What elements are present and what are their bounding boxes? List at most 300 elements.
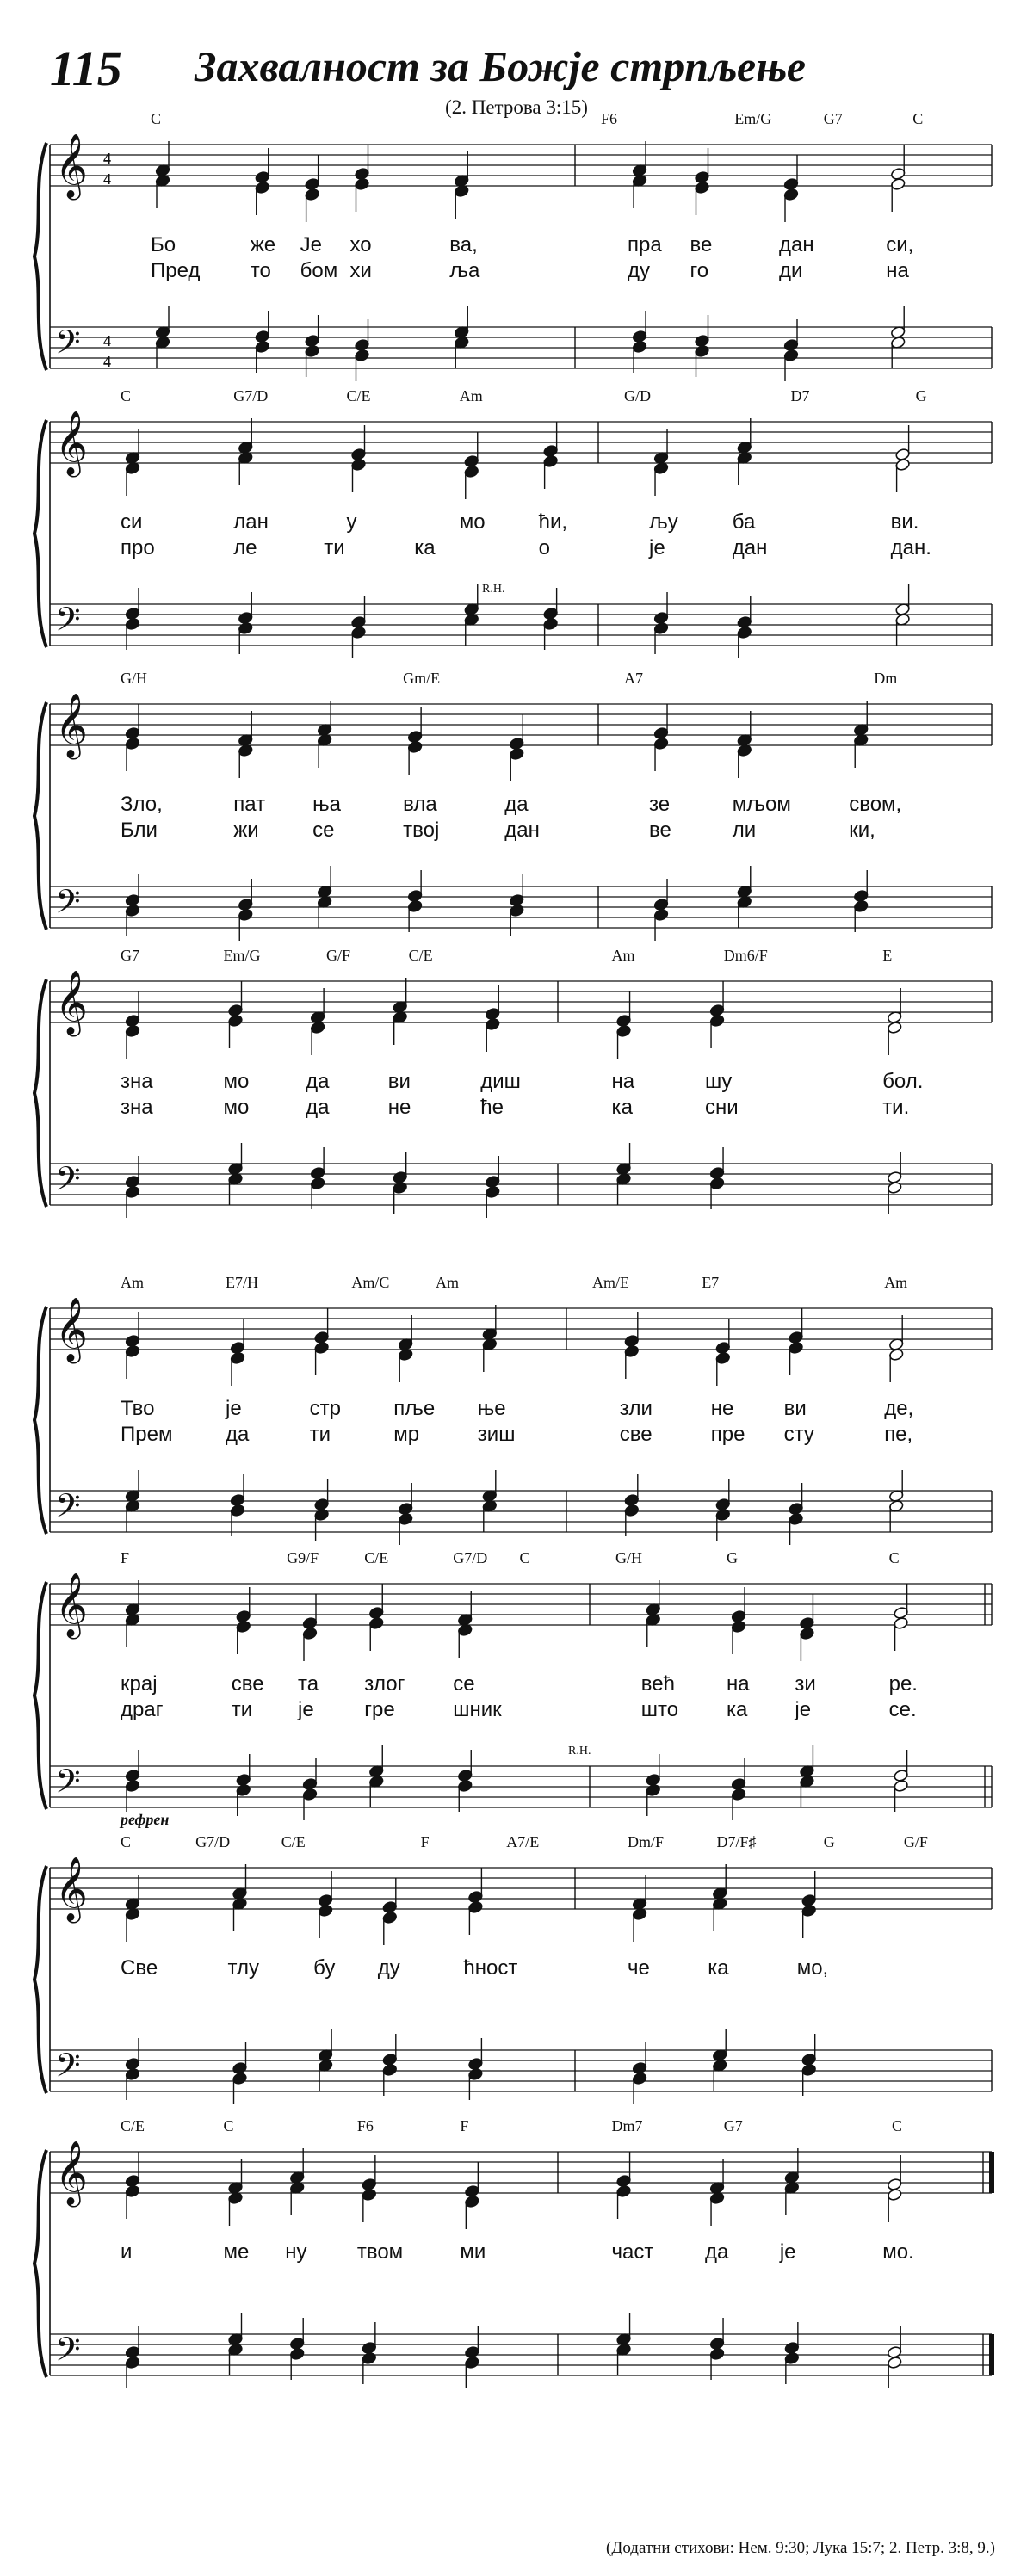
treble-note xyxy=(362,2188,377,2201)
treble-note xyxy=(125,1334,140,1347)
bass-note xyxy=(255,330,270,343)
lyric-syllable: Тво xyxy=(121,1397,155,1420)
treble-note xyxy=(305,177,320,190)
treble-note xyxy=(318,1904,333,1917)
bass-note xyxy=(709,2337,725,2350)
lyric-syllable: ну xyxy=(285,2240,307,2264)
chord-symbol: C xyxy=(121,387,132,405)
bass-note xyxy=(125,617,140,630)
treble-note xyxy=(894,1616,909,1629)
treble-note xyxy=(887,2188,902,2201)
bass-note xyxy=(238,621,253,634)
treble-note xyxy=(543,444,559,457)
bass-note xyxy=(398,1502,413,1515)
lyric-syllable: пље xyxy=(393,1397,436,1420)
bass-note xyxy=(632,2061,647,2074)
bass-note xyxy=(509,904,524,917)
bass-note xyxy=(238,908,253,921)
bass-note xyxy=(125,1185,140,1198)
bass-note xyxy=(653,611,669,624)
treble-note xyxy=(695,181,710,194)
bass-note xyxy=(789,1512,804,1525)
lyric-syllable: већ xyxy=(640,1672,675,1696)
treble-clef-icon: 𝄞 xyxy=(55,1298,88,1362)
bass-note xyxy=(230,1504,245,1517)
chord-symbol: G/F xyxy=(326,947,351,964)
treble-note xyxy=(125,2174,140,2187)
lyric-syllable: дан xyxy=(732,536,768,559)
bass-note xyxy=(289,2347,305,2360)
treble-note xyxy=(362,2178,377,2190)
treble-note xyxy=(125,1344,140,1357)
lyric-syllable: мо. xyxy=(882,2240,914,2264)
chord-symbol: C/E xyxy=(364,1549,389,1566)
lyric-syllable: је xyxy=(226,1397,242,1420)
treble-clef-icon: 𝄞 xyxy=(55,134,88,198)
treble-note xyxy=(485,1017,500,1030)
bass-note xyxy=(653,908,669,921)
treble-note xyxy=(228,1014,244,1027)
lyric-syllable: ви xyxy=(783,1397,807,1420)
bass-note xyxy=(255,340,270,353)
treble-note xyxy=(624,1334,640,1347)
lyric-syllable: драг xyxy=(121,1698,164,1721)
treble-note xyxy=(125,726,140,739)
lyric-syllable: ће xyxy=(480,1096,504,1119)
treble-note xyxy=(314,1331,330,1344)
bass-note xyxy=(543,607,559,620)
treble-note xyxy=(382,1911,398,1924)
treble-note xyxy=(509,747,524,760)
chord-symbol: C xyxy=(519,1549,530,1566)
treble-note xyxy=(709,1014,725,1027)
chord-symbol: D7/F♯ xyxy=(716,1833,757,1850)
lyric-syllable: ки, xyxy=(849,819,875,842)
bass-note xyxy=(543,617,559,630)
bass-clef-icon: 𝄢 xyxy=(55,600,81,646)
treble-note xyxy=(616,2174,632,2187)
lyric-syllable: бом xyxy=(300,259,338,282)
treble-note xyxy=(801,1904,817,1917)
bass-note xyxy=(485,1185,500,1198)
treble-note xyxy=(895,458,911,471)
treble-note xyxy=(890,177,906,190)
lyric-syllable: ња xyxy=(312,793,341,816)
lyric-syllable: у xyxy=(346,510,357,534)
bass-note xyxy=(695,334,710,347)
chord-symbol: C xyxy=(888,1549,900,1566)
treble-note xyxy=(355,167,370,180)
bass-note xyxy=(125,2345,140,2358)
chord-symbol: Am xyxy=(884,1274,908,1291)
bass-note xyxy=(646,1783,661,1796)
bass-note xyxy=(887,2345,902,2358)
chord-symbol: C xyxy=(912,110,924,127)
treble-note xyxy=(715,1341,731,1354)
lyric-syllable: стр xyxy=(309,1397,341,1420)
bass-note xyxy=(624,1493,640,1506)
treble-note xyxy=(895,448,911,460)
time-signature-bottom: 4 xyxy=(103,170,111,188)
chord-symbol: C xyxy=(151,110,162,127)
lyric-syllable: лан xyxy=(233,510,269,534)
lyric-syllable: ме xyxy=(223,2240,250,2264)
bass-note xyxy=(351,615,367,628)
treble-note xyxy=(318,1893,333,1906)
lyric-syllable: диш xyxy=(480,1070,521,1093)
lyric-syllable: да xyxy=(226,1423,250,1446)
chord-symbol: A7/E xyxy=(506,1833,540,1850)
bass-note xyxy=(362,2351,377,2364)
lyric-syllable: и xyxy=(121,2240,133,2264)
treble-note xyxy=(731,1609,746,1622)
lyric-syllable: да xyxy=(306,1070,330,1093)
lyric-syllable: ви. xyxy=(890,510,919,534)
treble-note xyxy=(789,1341,804,1354)
chord-symbol: C/E xyxy=(346,387,371,405)
treble-note xyxy=(890,167,906,180)
chord-symbol: G9/F xyxy=(287,1549,319,1566)
bass-note xyxy=(653,898,669,911)
rh-mark: R.H. xyxy=(482,583,505,596)
chord-symbol: E7/H xyxy=(226,1274,258,1291)
bass-note xyxy=(125,1175,140,1188)
treble-note xyxy=(230,1341,245,1354)
lyric-syllable: че xyxy=(628,1956,650,1980)
lyric-syllable: је xyxy=(779,2240,796,2264)
chord-symbol: G xyxy=(727,1549,739,1566)
chord-symbol: C xyxy=(223,2117,234,2134)
lyric-syllable: на xyxy=(886,259,909,282)
bass-note xyxy=(125,2356,140,2369)
chord-symbol: F xyxy=(121,1549,130,1566)
lyric-syllable: на xyxy=(727,1672,750,1696)
lyric-syllable: да xyxy=(306,1096,330,1119)
treble-note xyxy=(485,1007,500,1020)
lyric-syllable: пре xyxy=(710,1423,745,1446)
lyric-syllable: ва, xyxy=(449,233,478,256)
bass-note xyxy=(310,1177,325,1189)
refrain-label: рефрен xyxy=(121,1811,170,1828)
treble-note xyxy=(464,454,479,467)
lyric-syllable: мо, xyxy=(796,1956,829,1980)
treble-note xyxy=(302,1627,318,1640)
system-brace xyxy=(34,420,46,647)
treble-note xyxy=(125,1024,140,1037)
lyric-syllable: твом xyxy=(356,2240,404,2264)
hymn-title: Захвалност за Божје стрпљење xyxy=(195,42,807,90)
additional-verses-note: (Додатни стихови: Нем. 9:30; Лука 15:7; 2. Петр. 3:8, 9.) xyxy=(606,2539,995,2557)
chord-symbol: Am xyxy=(459,387,483,405)
lyric-syllable: пат xyxy=(233,793,266,816)
chord-symbol: Am xyxy=(121,1274,144,1291)
bass-note xyxy=(715,1508,731,1521)
lyric-syllable: ба xyxy=(732,510,756,534)
bass-note xyxy=(362,2341,377,2354)
chord-symbol: C/E xyxy=(121,2117,145,2134)
treble-note xyxy=(653,737,669,750)
lyric-syllable: дан xyxy=(779,233,814,256)
lyric-syllable: крај xyxy=(121,1672,158,1696)
system-brace xyxy=(34,2150,46,2377)
bass-clef-icon: 𝄢 xyxy=(55,2046,81,2092)
lyric-syllable: зиш xyxy=(477,1423,516,1446)
treble-note xyxy=(125,1014,140,1027)
chord-symbol: C xyxy=(121,1833,132,1850)
lyric-syllable: ре. xyxy=(888,1672,918,1696)
bass-note xyxy=(783,338,799,351)
bass-note xyxy=(632,330,647,343)
lyric-syllable: ка xyxy=(414,536,436,559)
lyric-syllable: сту xyxy=(783,1423,814,1446)
scripture-reference: (2. Петрова 3:15) xyxy=(445,96,588,118)
lyric-syllable: љу xyxy=(649,510,678,534)
chord-symbol: Dm xyxy=(874,670,898,687)
bass-clef-icon: 𝄢 xyxy=(55,323,81,369)
treble-note xyxy=(255,170,270,183)
lyric-syllable: се xyxy=(453,1672,475,1696)
time-signature-top: 4 xyxy=(103,150,111,167)
lyric-syllable: ти xyxy=(324,536,345,559)
lyric-syllable: зна xyxy=(121,1096,153,1119)
bass-note xyxy=(407,899,423,912)
bass-note xyxy=(355,338,370,351)
bass-note xyxy=(238,611,253,624)
chord-symbol: G xyxy=(823,1833,835,1850)
bass-note xyxy=(737,615,752,628)
lyric-syllable: што xyxy=(640,1698,679,1721)
treble-note xyxy=(709,1004,725,1016)
chord-symbol: G/H xyxy=(121,670,147,687)
lyric-syllable: про xyxy=(121,536,155,559)
treble-note xyxy=(467,1890,483,1903)
bass-note xyxy=(236,1773,251,1786)
lyric-syllable: же xyxy=(250,233,276,256)
chord-symbol: G/F xyxy=(903,1833,928,1850)
lyric-syllable: ве xyxy=(690,233,713,256)
bass-note xyxy=(407,889,423,902)
bass-note xyxy=(485,1175,500,1188)
chord-symbol: Dm7 xyxy=(611,2117,643,2134)
lyric-syllable: ми xyxy=(460,2240,486,2264)
chord-symbol: G/D xyxy=(624,387,651,405)
lyric-syllable: то xyxy=(250,259,271,282)
lyric-syllable: ка xyxy=(727,1698,748,1721)
chord-symbol: F6 xyxy=(356,2117,374,2134)
lyric-syllable: ду xyxy=(377,1956,400,1980)
treble-note xyxy=(236,1609,251,1622)
treble-note xyxy=(695,170,710,183)
treble-note xyxy=(509,737,524,750)
treble-note xyxy=(305,188,320,201)
bass-note xyxy=(351,626,367,639)
bass-note xyxy=(125,607,140,620)
bass-clef-icon: 𝄢 xyxy=(55,1486,81,1533)
bass-note xyxy=(624,1504,640,1517)
bass-note xyxy=(887,1181,902,1194)
treble-clef-icon: 𝄞 xyxy=(55,1857,88,1921)
chord-symbol: Em/G xyxy=(223,947,261,964)
lyric-syllable: де, xyxy=(884,1397,914,1420)
lyric-syllable: мљом xyxy=(732,793,791,816)
chord-symbol: E xyxy=(882,947,893,964)
treble-note xyxy=(789,1331,804,1344)
treble-note xyxy=(382,1900,398,1913)
lyric-syllable: ћи, xyxy=(538,510,568,534)
chord-symbol: G7 xyxy=(121,947,139,964)
lyric-syllable: та xyxy=(298,1672,319,1696)
treble-clef-icon: 𝄞 xyxy=(55,1573,88,1637)
bass-clef-icon: 𝄢 xyxy=(55,2330,81,2376)
lyric-syllable: зе xyxy=(649,793,671,816)
bass-note xyxy=(646,1773,661,1786)
lyric-syllable: част xyxy=(611,2240,654,2264)
lyric-syllable: Зло, xyxy=(121,793,163,816)
lyric-syllable: зли xyxy=(619,1397,653,1420)
chord-symbol: G7 xyxy=(723,2117,743,2134)
lyric-syllable: ди xyxy=(779,259,803,282)
bass-clef-icon: 𝄢 xyxy=(55,882,81,929)
bass-note xyxy=(709,1166,725,1179)
treble-note xyxy=(125,737,140,750)
lyric-syllable: Све xyxy=(121,1956,158,1980)
lyric-syllable: ти. xyxy=(882,1096,910,1119)
chord-symbol: C xyxy=(892,2117,903,2134)
bass-note xyxy=(230,1493,245,1506)
lyric-syllable: Је xyxy=(300,233,322,256)
chord-symbol: Gm/E xyxy=(403,670,441,687)
bass-note xyxy=(737,626,752,639)
bass-note xyxy=(302,1788,318,1801)
lyric-syllable: шник xyxy=(453,1698,502,1721)
treble-clef-icon: 𝄞 xyxy=(55,694,88,757)
lyric-syllable: Бо xyxy=(151,233,176,256)
bass-note xyxy=(125,1769,140,1782)
lyric-syllable: злог xyxy=(364,1672,405,1696)
lyric-syllable: ља xyxy=(449,259,480,282)
treble-note xyxy=(230,1351,245,1364)
bass-note xyxy=(709,2347,725,2360)
treble-note xyxy=(464,2195,479,2208)
treble-note xyxy=(543,454,559,467)
system-brace xyxy=(34,702,46,930)
chord-symbol: Em/G xyxy=(734,110,772,127)
lyric-syllable: не xyxy=(387,1096,411,1119)
treble-note xyxy=(255,181,270,194)
treble-note xyxy=(236,1620,251,1633)
bass-note xyxy=(632,340,647,353)
lyric-syllable: жи xyxy=(233,819,259,842)
lyric-syllable: ти xyxy=(231,1698,253,1721)
lyric-syllable: хо xyxy=(349,233,372,256)
lyric-syllable: се xyxy=(312,819,335,842)
treble-note xyxy=(407,730,423,743)
chord-symbol: F xyxy=(460,2117,469,2134)
chord-symbol: Am/E xyxy=(592,1274,629,1291)
lyric-syllable: вла xyxy=(403,793,437,816)
system-brace xyxy=(34,979,46,1207)
lyric-syllable: ве xyxy=(649,819,671,842)
lyric-syllable: мо xyxy=(223,1070,250,1093)
bass-note xyxy=(289,2337,305,2350)
lyric-syllable: свом, xyxy=(849,793,902,816)
lyric-syllable: шу xyxy=(705,1070,733,1093)
lyric-syllable: пра xyxy=(628,233,662,256)
lyric-syllable: се. xyxy=(888,1698,917,1721)
lyric-syllable: на xyxy=(611,1070,635,1093)
bass-note xyxy=(382,2053,398,2066)
lyric-syllable: си, xyxy=(886,233,914,256)
bass-note xyxy=(789,1502,804,1515)
lyric-syllable: зна xyxy=(121,1070,153,1093)
system-brace xyxy=(34,1307,46,1534)
lyric-syllable: Прем xyxy=(121,1423,173,1446)
bass-note xyxy=(393,1181,408,1194)
lyric-syllable: мо xyxy=(223,1096,250,1119)
treble-note xyxy=(799,1616,814,1629)
treble-note xyxy=(407,740,423,753)
lyric-syllable: да xyxy=(705,2240,729,2264)
bass-note xyxy=(731,1788,746,1801)
treble-note xyxy=(351,458,367,471)
lyric-syllable: пе, xyxy=(884,1423,913,1446)
treble-note xyxy=(464,465,479,478)
treble-note xyxy=(302,1616,318,1629)
bass-note xyxy=(398,1512,413,1525)
chord-symbol: D7 xyxy=(790,387,810,405)
bass-note xyxy=(305,344,320,357)
lyric-syllable: ка xyxy=(708,1956,729,1980)
system-brace xyxy=(34,1866,46,2093)
chord-symbol: Am xyxy=(436,1274,459,1291)
chord-symbol: G/H xyxy=(615,1549,642,1566)
lyric-syllable: хи xyxy=(349,259,372,282)
lyric-syllable: ћност xyxy=(463,1956,518,1980)
bass-note xyxy=(853,899,869,912)
treble-note xyxy=(799,1627,814,1640)
bass-note xyxy=(302,1777,318,1790)
bass-note xyxy=(467,2057,483,2070)
bass-note xyxy=(314,1508,330,1521)
treble-clef-icon: 𝄞 xyxy=(55,411,88,475)
lyric-syllable: ли xyxy=(732,819,757,842)
time-signature-bottom: 4 xyxy=(103,353,111,370)
lyric-syllable: је xyxy=(298,1698,314,1721)
bass-note xyxy=(457,1779,473,1792)
rh-mark: R.H. xyxy=(568,1745,591,1757)
bass-note xyxy=(894,1779,909,1792)
bass-note xyxy=(232,2072,248,2085)
lyric-syllable: не xyxy=(710,1397,734,1420)
chord-symbol: G7 xyxy=(823,110,843,127)
chord-symbol: C/E xyxy=(408,947,433,964)
treble-note xyxy=(228,1004,244,1016)
lyric-syllable: ти xyxy=(309,1423,331,1446)
treble-note xyxy=(783,177,799,190)
lyric-syllable: мр xyxy=(393,1423,420,1446)
bass-note xyxy=(894,1769,909,1782)
treble-note xyxy=(125,2184,140,2197)
bass-note xyxy=(632,2072,647,2085)
bass-note xyxy=(125,1779,140,1792)
bass-note xyxy=(467,2067,483,2080)
chord-symbol: G7/D xyxy=(233,387,269,405)
bass-note xyxy=(457,1769,473,1782)
bass-note xyxy=(125,904,140,917)
treble-note xyxy=(783,188,799,201)
bass-note xyxy=(709,1177,725,1189)
lyric-syllable: твој xyxy=(403,819,440,842)
